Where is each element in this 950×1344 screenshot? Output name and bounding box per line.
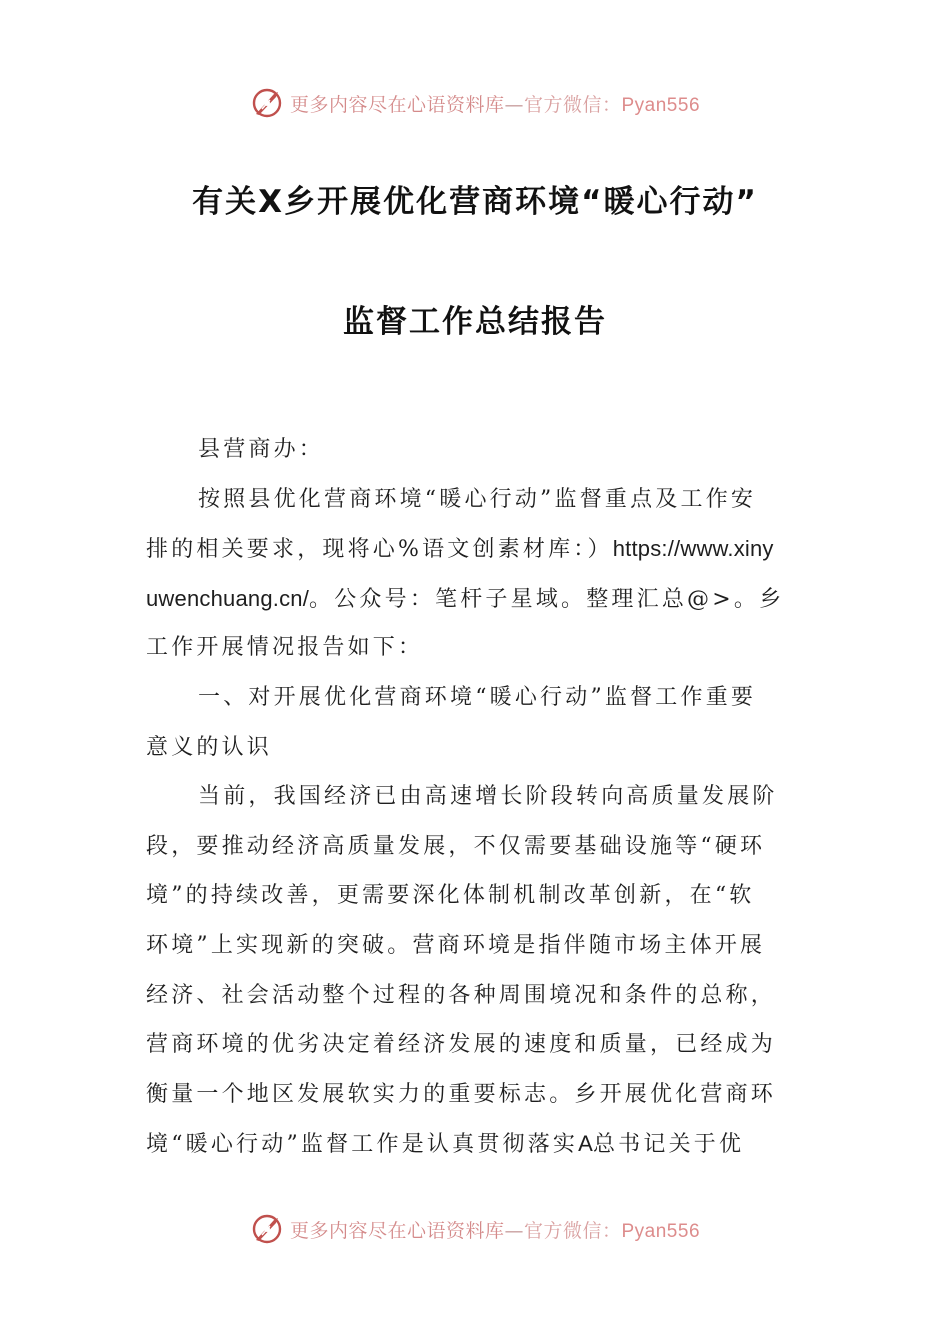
footer-watermark: [0, 1212, 950, 1246]
watermark-text: [290, 90, 700, 117]
body-line-text: 总书记关于优: [592, 1132, 745, 1158]
body-line-text: 境“暖心行动”监督工作是认真贯彻落实: [146, 1132, 579, 1158]
watermark-separator: —: [504, 1219, 524, 1242]
watermark-wechat-id: Pyan556: [621, 1220, 701, 1242]
body-line: 段，要推动经济高质量发展，不仅需要基础设施等“硬环: [146, 833, 766, 859]
watermark-text: [290, 1216, 700, 1243]
body-line: 工作开展情况报告如下：: [146, 635, 424, 661]
section-heading-continued: 意义的认识: [146, 734, 273, 760]
body-line: [146, 574, 806, 624]
body-line-url-part-1: https://www.xiny: [612, 536, 774, 562]
salutation: 县营商办：: [198, 437, 325, 462]
body-line: 经济、社会活动整个过程的各种周围境况和条件的总称，: [146, 982, 777, 1008]
document-title-line-1: 有关X乡开展优化营商环境“暖心行动”: [192, 184, 758, 220]
body-line-letter: A: [578, 1131, 593, 1157]
section-heading: 一、对开展优化营商环境“暖心行动”监督工作重要: [198, 684, 757, 710]
header-watermark: [0, 86, 950, 120]
body-line: [146, 524, 806, 574]
watermark-main-text: 更多内容尽在心语资料库: [289, 93, 505, 116]
body-line: 境”的持续改善，更需要深化体制机制改革创新，在“软: [146, 883, 755, 909]
watermark-separator: —: [504, 93, 524, 116]
body-line: 衡量一个地区发展软实力的重要标志。乡开展优化营商环: [146, 1081, 777, 1107]
body-line: 当前，我国经济已由高速增长阶段转向高质量发展阶: [198, 784, 778, 810]
body-line: 营商环境的优劣决定着经济发展的速度和质量，已经成为: [146, 1032, 777, 1058]
body-line: 环境”上实现新的突破。营商环境是指伴随市场主体开展: [146, 932, 766, 958]
body-line-text: 排的相关要求，现将心%语文创素材库：）: [146, 537, 613, 563]
body-line: [146, 1119, 806, 1169]
body-line: 按照县优化营商环境“暖心行动”监督重点及工作安: [198, 486, 757, 512]
watermark-main-text: 更多内容尽在心语资料库: [289, 1219, 505, 1242]
body-line-url-part-2: uwenchuang.cn/: [146, 585, 310, 611]
body-line-text: 。公众号：笔杆子星域。整理汇总@>。乡: [309, 586, 785, 612]
watermark-wechat-label: 官方微信：: [523, 93, 622, 116]
document-title-line-2: 监督工作总结报告: [343, 304, 607, 340]
document-body: [146, 425, 806, 1169]
watermark-wechat-id: Pyan556: [621, 94, 701, 116]
quill-pen-logo-icon: [250, 1212, 284, 1246]
quill-pen-logo-icon: [250, 86, 284, 120]
watermark-wechat-label: 官方微信：: [523, 1219, 622, 1242]
